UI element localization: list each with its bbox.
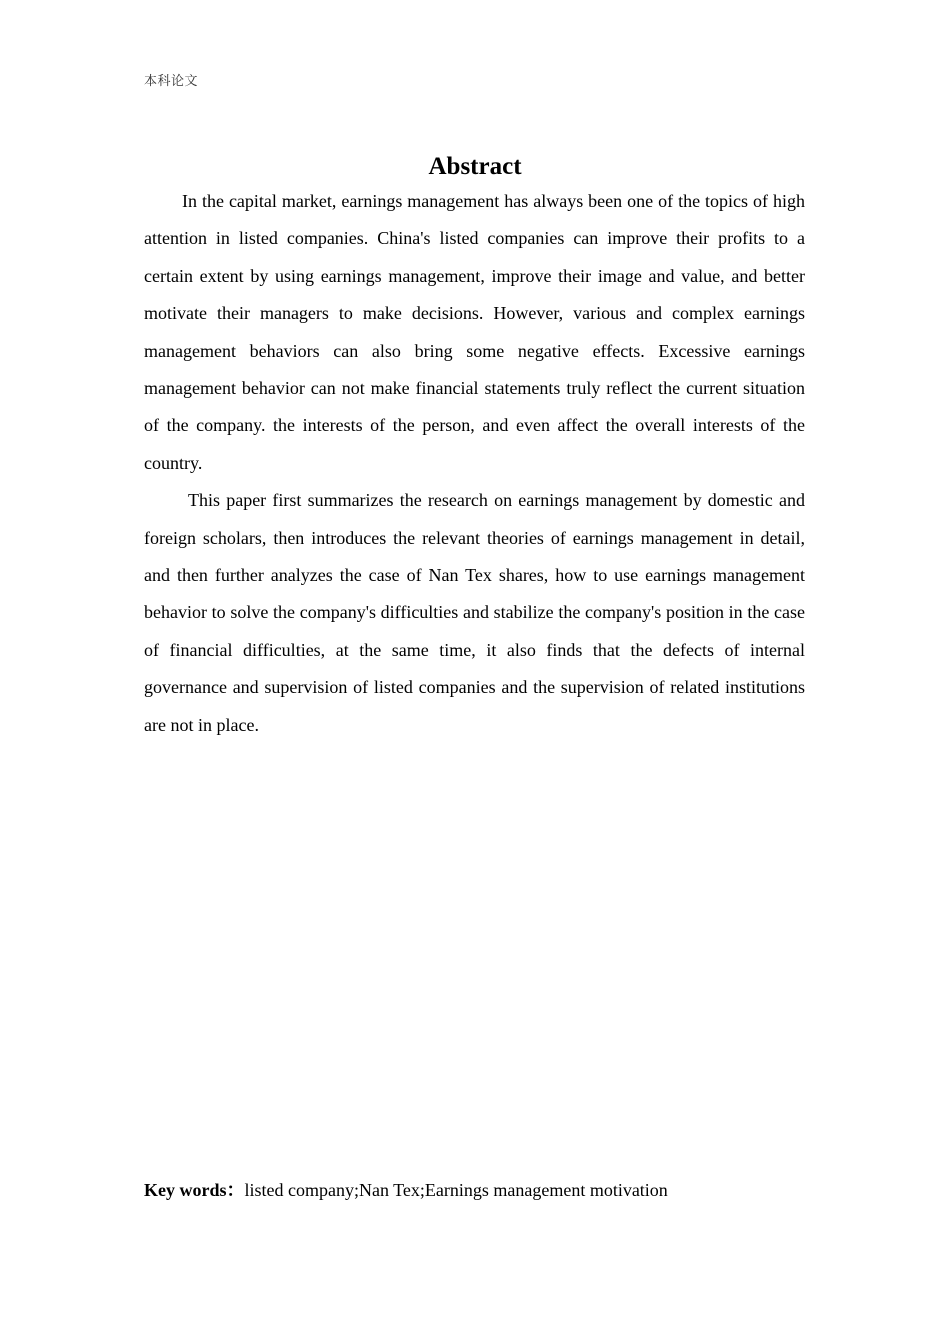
abstract-paragraph-1: In the capital market, earnings management has always been one of the topics of high attention in listed companies. China's listed companies can improve their profits to a certain extent by using earnings management, improve their image and value, and better motivate their managers to make decisions. However, various and complex earnings management behaviors can also bring some negative effects. Excessive earnings management behavior can not make financial statements truly reflect the current situation of the company. the interests of the person, and even affect the overall interests of the country. <box>144 191 805 473</box>
running-header: 本科论文 <box>144 74 199 89</box>
keywords-label: Key words <box>144 1180 227 1200</box>
abstract-body <box>144 183 805 744</box>
keywords-text: listed company;Nan Tex;Earnings management motivation <box>244 1180 668 1200</box>
abstract-paragraph-2: This paper first summarizes the research on earnings management by domestic and foreign scholars, then introduces the relevant theories of earnings management in detail, and then further analyzes the case of Nan Tex shares, how to use earnings management behavior to solve the company's difficulties and stabilize the company's position in the case of financial difficulties, at the same time, it also finds that the defects of internal governance and supervision of listed companies and the supervision of related institutions are not in place. <box>144 490 805 735</box>
keywords-colon: ： <box>226 1180 245 1200</box>
keywords-line <box>144 1176 805 1204</box>
abstract-title: Abstract <box>428 152 522 180</box>
